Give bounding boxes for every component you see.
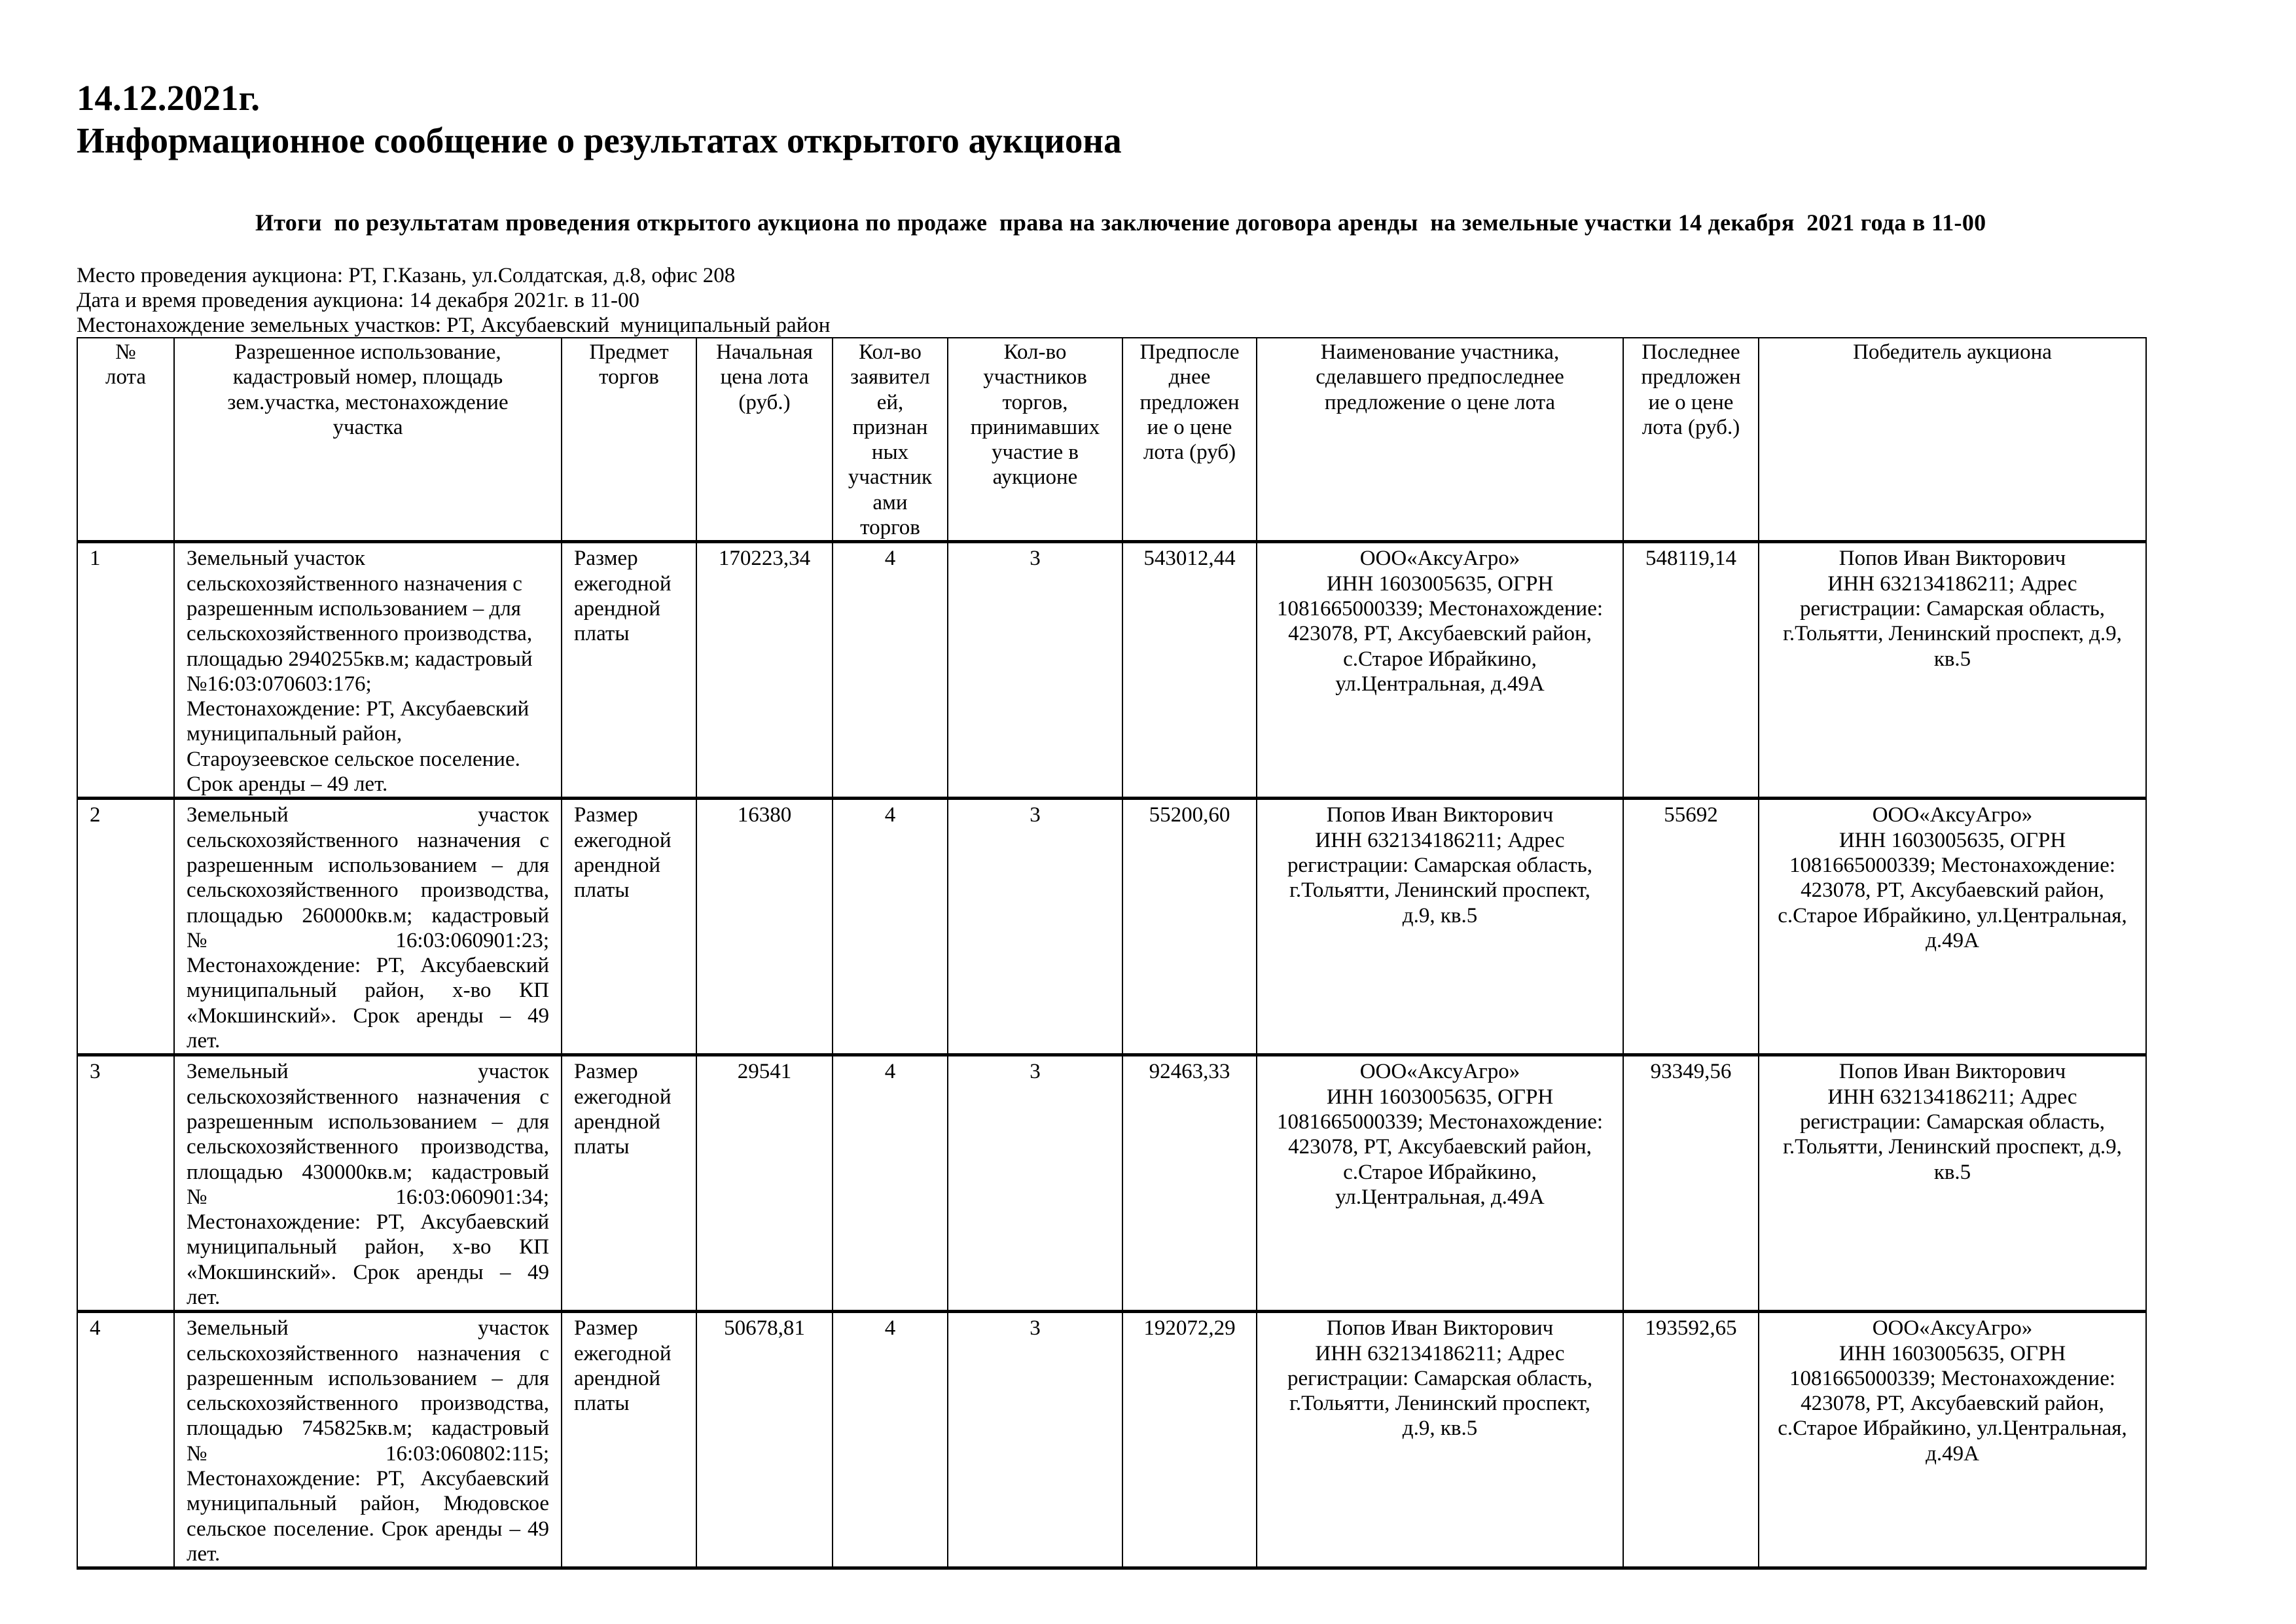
column-header-line: днее (1168, 365, 1211, 389)
column-header-line: предложен (1641, 365, 1741, 389)
column-header-winner (1759, 338, 2146, 542)
column-header-line: цена лота (720, 365, 809, 389)
cell-line: муниципальный район, х-во КП (187, 979, 549, 1003)
cell-line: сельскохозяйственного назначения с (187, 571, 522, 596)
cell-line: 1081665000339; Местонахождение: (1789, 853, 2116, 877)
column-header-description (174, 338, 562, 542)
column-header-line: принимавших (970, 415, 1100, 439)
cell-line: площадью 2940255кв.м; кадастровый (187, 647, 533, 671)
cell-subject (562, 799, 696, 1055)
cell-line: площадью 745825кв.м; кадастровый (187, 1416, 549, 1441)
cell-line: с.Старое Ибрайкино, ул.Центральная, (1778, 1416, 2127, 1441)
cell-line: г.Тольятти, Ленинский проспект, д.9, (1783, 622, 2122, 646)
cell-line: Местонахождение: РТ, Аксубаевский (187, 1210, 549, 1235)
cell-line: 423078, РТ, Аксубаевский район, (1801, 1392, 2104, 1416)
cell-line: 423078, РТ, Аксубаевский район, (1288, 1135, 1592, 1159)
cell-final-bid (1623, 1312, 1759, 1568)
cell-line: ИНН 1603005635, ОГРН (1326, 1085, 1554, 1109)
cell-line: 4 (884, 1316, 896, 1341)
cell-line: лет. (187, 1285, 221, 1309)
cell-applicants (833, 1055, 948, 1312)
column-header-line: сделавшего предпоследнее (1316, 365, 1564, 389)
column-header-line: ие о цене (1147, 415, 1232, 439)
cell-line: 4 (884, 803, 896, 827)
cell-penultimate-bid (1122, 1055, 1257, 1312)
column-header-line: лота (руб.) (1641, 415, 1740, 439)
cell-line: сельскохозяйственного производства, (187, 878, 549, 903)
cell-line: Срок аренды – 49 лет. (187, 772, 388, 797)
column-header-line: Разрешенное использование, (234, 340, 501, 364)
cell-line: Местонахождение: РТ, Аксубаевский (187, 1467, 549, 1491)
cell-line: арендной (574, 1366, 661, 1390)
cell-line: «Мокшинский». Срок аренды – 49 (187, 1260, 549, 1284)
cell-lot (77, 799, 174, 1055)
cell-subject (562, 1055, 696, 1312)
cell-line: ООО«АксуАгро» (1359, 547, 1520, 571)
cell-final-bid (1623, 542, 1759, 799)
cell-penultimate-bidder (1257, 1055, 1623, 1312)
cell-penultimate-bid (1122, 1312, 1257, 1568)
cell-line: 4 (884, 547, 896, 571)
cell-line: регистрации: Самарская область, (1287, 1366, 1593, 1390)
cell-line: муниципальный район, (187, 722, 403, 746)
cell-penultimate-bid (1122, 799, 1257, 1055)
cell-line: муниципальный район, х-во КП (187, 1235, 549, 1259)
cell-line: ИНН 1603005635, ОГРН (1839, 1341, 2066, 1365)
cell-penultimate-bidder (1257, 799, 1623, 1055)
column-header-applicants (833, 338, 948, 542)
cell-line: с.Старое Ибрайкино, (1343, 647, 1537, 671)
cell-line: с.Старое Ибрайкино, (1343, 1160, 1537, 1184)
table-header-row (77, 338, 2146, 542)
column-header-line: признан (852, 415, 928, 439)
cell-line: 3 (90, 1060, 101, 1084)
cell-line: Размер (574, 1316, 638, 1341)
cell-line: 193592,65 (1645, 1316, 1737, 1341)
cell-line: ИНН 1603005635, ОГРН (1839, 828, 2066, 852)
cell-start-price (696, 1312, 833, 1568)
cell-line: Земельный участок (187, 1060, 549, 1084)
column-header-line: Предпосле (1139, 340, 1240, 364)
column-header-line: аукционе (992, 465, 1078, 490)
cell-line: Размер (574, 803, 638, 827)
cell-line: ежегодной (574, 571, 672, 596)
cell-line: 55692 (1664, 803, 1718, 827)
cell-line: с.Старое Ибрайкино, ул.Центральная, (1778, 903, 2127, 928)
cell-line: №16:03:060802:115; (187, 1441, 549, 1466)
cell-final-bid (1623, 799, 1759, 1055)
cell-line: 93349,56 (1650, 1060, 1732, 1084)
auction-datetime: Дата и время проведения аукциона: 14 декабря 2021г. в 11-00 (77, 289, 639, 312)
column-header-line: ных (871, 441, 909, 465)
cell-line: 170223,34 (718, 547, 811, 571)
cell-line: 543012,44 (1143, 547, 1236, 571)
cell-line: платы (574, 1392, 630, 1416)
column-header-line: Последнее (1641, 340, 1740, 364)
cell-line: «Мокшинский». Срок аренды – 49 (187, 1003, 549, 1028)
cell-line: площадью 430000кв.м; кадастровый (187, 1160, 549, 1184)
cell-line: ул.Центральная, д.49А (1335, 672, 1545, 696)
column-header-line: предложен (1139, 390, 1240, 414)
auction-results-table (77, 337, 2147, 1570)
cell-line: 3 (1030, 547, 1041, 571)
document-date: 14.12.2021г. (77, 78, 260, 118)
column-header-line: участник (848, 465, 933, 490)
cell-line: Староузеевское сельское поселение. (187, 747, 520, 771)
column-header-line: Предмет (589, 340, 669, 364)
cell-participants (948, 542, 1122, 799)
cell-participants (948, 1055, 1122, 1312)
cell-line: д.49А (1926, 928, 1979, 952)
cell-line: арендной (574, 853, 661, 877)
cell-line: сельскохозяйственного производства, (187, 622, 533, 646)
cell-line: 16380 (737, 803, 792, 827)
column-header-subject (562, 338, 696, 542)
column-header-line: зем.участка, местонахождение (227, 390, 509, 414)
cell-line: арендной (574, 1110, 661, 1134)
cell-line: 55200,60 (1149, 803, 1230, 827)
column-header-line: участников (983, 365, 1087, 389)
cell-start-price (696, 542, 833, 799)
column-header-line: предложение о цене лота (1324, 390, 1556, 414)
cell-line: 1 (90, 547, 101, 571)
cell-line: ИНН 632134186211; Адрес (1827, 571, 2077, 596)
cell-winner (1759, 1312, 2146, 1568)
cell-line: №16:03:060901:23; (187, 928, 549, 952)
cell-line: платы (574, 622, 630, 646)
cell-line: 548119,14 (1645, 547, 1737, 571)
cell-line: д.9, кв.5 (1402, 903, 1478, 928)
cell-line: ООО«АксуАгро» (1872, 1316, 2033, 1341)
cell-line: ул.Центральная, д.49А (1335, 1185, 1545, 1209)
cell-line: Попов Иван Викторович (1839, 547, 2066, 571)
cell-line: кв.5 (1933, 1160, 1971, 1184)
cell-participants (948, 1312, 1122, 1568)
cell-line: Земельный участок (187, 1316, 549, 1341)
cell-line: ИНН 1603005635, ОГРН (1326, 571, 1554, 596)
column-header-line: участка (332, 415, 403, 439)
cell-line: д.49А (1926, 1441, 1979, 1466)
column-header-line: кадастровый номер, площадь (232, 365, 503, 389)
plots-location: Местонахождение земельных участков: РТ, Аксубаевский муниципальный район (77, 314, 831, 337)
column-header-line: Наименование участника, (1320, 340, 1560, 364)
cell-line: разрешенным использованием – для (187, 1110, 549, 1134)
cell-line: ООО«АксуАгро» (1872, 803, 2033, 827)
cell-start-price (696, 1055, 833, 1312)
cell-line: ООО«АксуАгро» (1359, 1060, 1520, 1084)
page-title: Информационное сообщение о результатах открытого аукциона (77, 120, 1122, 160)
cell-description (174, 1055, 562, 1312)
cell-line: №16:03:070603:176; (187, 672, 372, 696)
cell-penultimate-bid (1122, 542, 1257, 799)
cell-line: ИНН 632134186211; Адрес (1315, 828, 1565, 852)
cell-applicants (833, 542, 948, 799)
cell-line: муниципальный район, Мюдовское (187, 1492, 549, 1516)
column-header-line: № (115, 340, 136, 364)
cell-start-price (696, 799, 833, 1055)
cell-line: ИНН 632134186211; Адрес (1827, 1085, 2077, 1109)
cell-line: 1081665000339; Местонахождение: (1789, 1366, 2116, 1390)
column-header-line: Начальная (716, 340, 813, 364)
cell-line: площадью 260000кв.м; кадастровый (187, 903, 549, 928)
column-header-line: заявител (850, 365, 930, 389)
cell-line: разрешенным использованием – для (187, 853, 549, 877)
cell-line: г.Тольятти, Ленинский проспект, (1289, 878, 1590, 903)
column-header-line: ами (872, 490, 908, 514)
cell-winner (1759, 1055, 2146, 1312)
cell-line: разрешенным использованием – для (187, 596, 521, 621)
column-header-line: Победитель аукциона (1853, 340, 2052, 364)
cell-line: сельскохозяйственного назначения с (187, 1085, 549, 1109)
cell-line: 423078, РТ, Аксубаевский район, (1288, 622, 1592, 646)
cell-line: сельскохозяйственного производства, (187, 1135, 549, 1159)
cell-line: Земельный участок (187, 547, 365, 571)
cell-line: регистрации: Самарская область, (1799, 596, 2106, 621)
cell-line: №16:03:060901:34; (187, 1185, 549, 1209)
cell-line: 50678,81 (724, 1316, 805, 1341)
cell-line: 3 (1030, 1316, 1041, 1341)
column-header-line: ие о цене (1648, 390, 1734, 414)
column-header-final-bid (1623, 338, 1759, 542)
cell-line: платы (574, 878, 630, 903)
column-header-line: торгов (860, 516, 920, 540)
cell-line: сельскохозяйственного производства, (187, 1392, 549, 1416)
cell-penultimate-bidder (1257, 542, 1623, 799)
cell-lot (77, 542, 174, 799)
cell-line: ежегодной (574, 1341, 672, 1365)
cell-line: 423078, РТ, Аксубаевский район, (1801, 878, 2104, 903)
cell-line: д.9, кв.5 (1402, 1416, 1478, 1441)
cell-subject (562, 542, 696, 799)
cell-lot (77, 1055, 174, 1312)
table-row (77, 1055, 2146, 1312)
cell-applicants (833, 799, 948, 1055)
cell-line: г.Тольятти, Ленинский проспект, (1289, 1392, 1590, 1416)
cell-line: 4 (90, 1316, 101, 1341)
cell-line: регистрации: Самарская область, (1799, 1110, 2106, 1134)
cell-line: разрешенным использованием – для (187, 1366, 549, 1390)
cell-line: 3 (1030, 1060, 1041, 1084)
cell-line: платы (574, 1135, 630, 1159)
cell-line: ИНН 632134186211; Адрес (1315, 1341, 1565, 1365)
cell-line: 3 (1030, 803, 1041, 827)
cell-line: сельскохозяйственного назначения с (187, 828, 549, 852)
cell-description (174, 799, 562, 1055)
cell-line: лет. (187, 1029, 221, 1053)
cell-line: ежегодной (574, 828, 672, 852)
table-row (77, 1312, 2146, 1568)
cell-line: 1081665000339; Местонахождение: (1276, 596, 1604, 621)
cell-description (174, 1312, 562, 1568)
column-header-start-price (696, 338, 833, 542)
cell-line: арендной (574, 596, 661, 621)
table-row (77, 542, 2146, 799)
auction-info (77, 263, 830, 338)
cell-line: Попов Иван Викторович (1326, 1316, 1554, 1341)
column-header-line: Кол-во (859, 340, 922, 364)
cell-line: ежегодной (574, 1085, 672, 1109)
cell-line: сельское поселение. Срок аренды – 49 (187, 1517, 549, 1541)
cell-line: регистрации: Самарская область, (1287, 853, 1593, 877)
cell-line: Размер (574, 547, 638, 571)
table-body (77, 542, 2146, 1568)
cell-line: Попов Иван Викторович (1326, 803, 1554, 827)
column-header-line: участие в (992, 441, 1079, 465)
column-header-line: Кол-во (1003, 340, 1067, 364)
cell-line: Земельный участок (187, 803, 549, 827)
column-header-line: (руб.) (738, 390, 791, 414)
cell-line: 192072,29 (1143, 1316, 1236, 1341)
cell-line: Размер (574, 1060, 638, 1084)
cell-line: Местонахождение: РТ, Аксубаевский (187, 697, 529, 721)
results-subtitle: Итоги по результатам проведения открытого аукциона по продаже права на заключение договора аренды на земельные участки 14 декабря 2021 года в 11-00 (255, 209, 1986, 236)
auction-place: Место проведения аукциона: РТ, Г.Казань, ул.Солдатская, д.8, офис 208 (77, 264, 736, 287)
cell-line: 2 (90, 803, 101, 827)
cell-applicants (833, 1312, 948, 1568)
cell-subject (562, 1312, 696, 1568)
cell-winner (1759, 799, 2146, 1055)
cell-winner (1759, 542, 2146, 799)
cell-line: 1081665000339; Местонахождение: (1276, 1110, 1604, 1134)
cell-penultimate-bidder (1257, 1312, 1623, 1568)
cell-line: Местонахождение: РТ, Аксубаевский (187, 954, 549, 978)
column-header-lot (77, 338, 174, 542)
cell-line: 29541 (737, 1060, 792, 1084)
cell-line: кв.5 (1933, 647, 1971, 671)
cell-line: 92463,33 (1149, 1060, 1230, 1084)
column-header-line: лота (105, 365, 146, 389)
column-header-line: лота (руб) (1143, 441, 1236, 465)
cell-line: лет. (187, 1542, 221, 1566)
cell-description (174, 542, 562, 799)
cell-line: Попов Иван Викторович (1839, 1060, 2066, 1084)
cell-lot (77, 1312, 174, 1568)
table-row (77, 799, 2146, 1055)
column-header-line: ей, (876, 390, 904, 414)
column-header-participants (948, 338, 1122, 542)
cell-final-bid (1623, 1055, 1759, 1312)
cell-line: г.Тольятти, Ленинский проспект, д.9, (1783, 1135, 2122, 1159)
column-header-penultimate-bidder (1257, 338, 1623, 542)
cell-participants (948, 799, 1122, 1055)
column-header-penultimate-bid (1122, 338, 1257, 542)
cell-line: сельскохозяйственного назначения с (187, 1341, 549, 1365)
cell-line: 4 (884, 1060, 896, 1084)
column-header-line: торгов (599, 365, 659, 389)
column-header-line: торгов, (1002, 390, 1068, 414)
